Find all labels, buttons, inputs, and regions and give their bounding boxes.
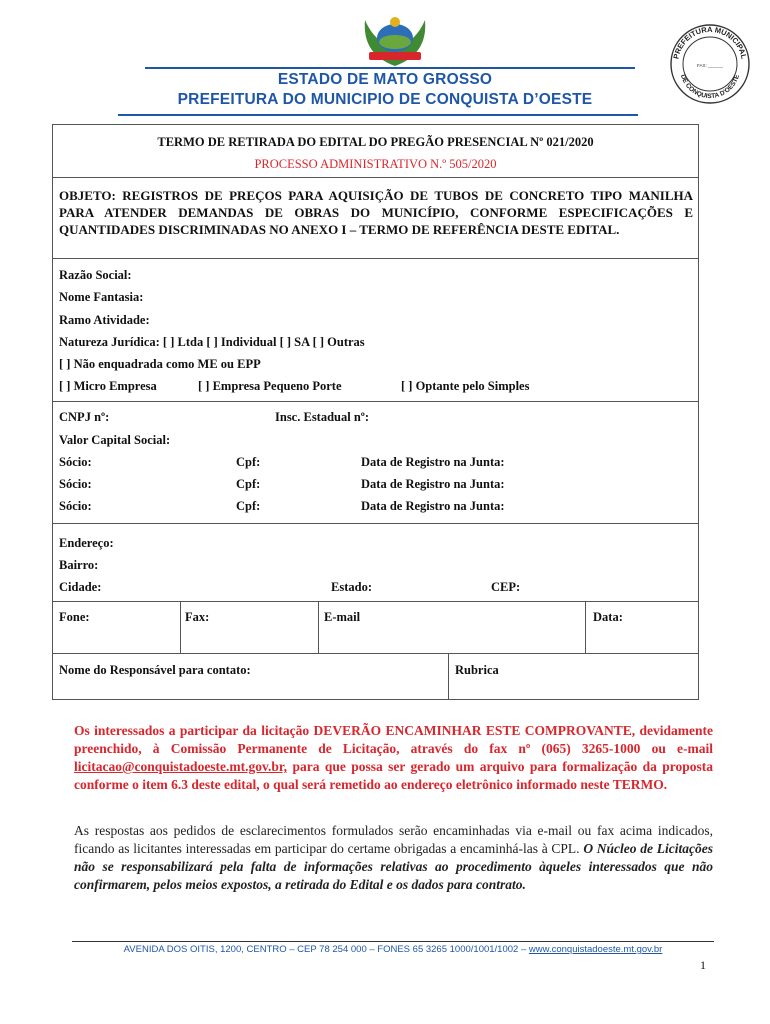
process-number: PROCESSO ADMINISTRATIVO N.º 505/2020 xyxy=(254,157,497,171)
insc-estadual-field[interactable]: Insc. Estadual nº: xyxy=(275,410,370,424)
footer-site-link[interactable]: www.conquistadoeste.mt.gov.br xyxy=(528,944,663,955)
withdrawal-form xyxy=(52,124,699,700)
razao-social-field[interactable]: Razão Social: xyxy=(59,268,132,282)
socio-field[interactable]: Sócio: xyxy=(59,477,92,491)
optante-simples-checkbox[interactable]: [ ] Optante pelo Simples xyxy=(401,379,530,393)
cep-field[interactable]: CEP: xyxy=(491,580,521,594)
header-rule-bottom xyxy=(118,114,638,116)
nao-enquadrada-checkbox[interactable]: [ ] Não enquadrada como ME ou EPP xyxy=(59,357,261,371)
svg-text:DE CONQUISTA D'OESTE: DE CONQUISTA D'OESTE xyxy=(678,73,742,101)
endereco-field[interactable]: Endereço: xyxy=(59,536,114,550)
capital-social-field[interactable]: Valor Capital Social: xyxy=(59,433,171,447)
data-field[interactable]: Data: xyxy=(593,610,623,624)
cpf-field[interactable]: Cpf: xyxy=(236,477,261,491)
pequeno-porte-checkbox[interactable]: [ ] Empresa Pequeno Porte xyxy=(198,379,342,393)
state-title: ESTADO DE MATO GROSSO xyxy=(277,71,493,88)
header-rule-top xyxy=(145,67,635,69)
socio-field[interactable]: Sócio: xyxy=(59,499,92,513)
svg-text:PREFEITURA MUNICIPAL: PREFEITURA MUNICIPAL xyxy=(671,24,749,60)
registro-junta-field[interactable]: Data de Registro na Junta: xyxy=(361,499,505,513)
fone-field[interactable]: Fone: xyxy=(59,610,90,624)
email-field[interactable]: E-mail xyxy=(324,610,361,624)
estado-field[interactable]: Estado: xyxy=(331,580,372,594)
ramo-atividade-field[interactable]: Ramo Atividade: xyxy=(59,313,150,327)
bairro-field[interactable]: Bairro: xyxy=(59,558,99,572)
socio-field[interactable]: Sócio: xyxy=(59,455,92,469)
fax-field[interactable]: Fax: xyxy=(185,610,210,624)
cpf-field[interactable]: Cpf: xyxy=(236,499,261,513)
micro-empresa-checkbox[interactable]: [ ] Micro Empresa xyxy=(59,379,157,393)
object-description: OBJETO: REGISTROS DE PREÇOS PARA AQUISIÇÃO DE TUBOS DE CONCRETO TIPO MANILHA PARA ATENDER DEMANDAS DE OBRAS DO MUNICÍPIO, CONFORME ESPECIFICAÇÕES E QUANTIDADES DISCRIMINADAS NO ANEXO I – TERMO DE REFERÊNCIA DESTE EDITAL. xyxy=(59,188,693,237)
natureza-juridica-options[interactable]: Natureza Jurídica: [ ] Ltda [ ] Individual [ ] SA [ ] Outras xyxy=(59,335,365,349)
page-number: 1 xyxy=(700,958,706,972)
responsavel-field[interactable]: Nome do Responsável para contato: xyxy=(59,663,251,677)
nome-fantasia-field[interactable]: Nome Fantasia: xyxy=(59,290,144,304)
rubrica-field[interactable]: Rubrica xyxy=(455,663,499,677)
cidade-field[interactable]: Cidade: xyxy=(59,580,102,594)
registro-junta-field[interactable]: Data de Registro na Junta: xyxy=(361,455,505,469)
footer-rule xyxy=(72,941,714,942)
form-title: TERMO DE RETIRADA DO EDITAL DO PREGÃO PRESENCIAL Nº 021/2020 xyxy=(157,135,594,149)
cnpj-field[interactable]: CNPJ nº: xyxy=(59,410,110,424)
svg-text:FAX: ______: FAX: ______ xyxy=(696,63,724,68)
notice-email-link[interactable]: licitacao@conquistadoeste.mt.gov.br, xyxy=(74,759,288,774)
footer-address: AVENIDA DOS OITIS, 1200, CENTRO – CEP 78 254 000 – FONES 65 3265 1000/1001/1002 – www.conquistadoeste.mt.gov.br xyxy=(123,944,663,955)
municipal-logo-icon xyxy=(355,8,435,70)
prefecture-title: PREFEITURA DO MUNICIPIO DE CONQUISTA D’OESTE xyxy=(177,91,593,108)
cpf-field[interactable]: Cpf: xyxy=(236,455,261,469)
clarification-paragraph: As respostas aos pedidos de esclarecimentos formulados serão encaminhadas via e-mail ou fax acima indicados, ficando as licitantes interessadas em participar do certame obrigadas a encaminhá-las à CPL. O Núcleo de Licitações não se responsabilizará pela falta de informações relativas ao procedimento àqueles interessados que não confirmarem, pelos meios expostos, a retirada do Edital e os dados para contrato. xyxy=(74,823,713,892)
notice-paragraph: Os interessados a participar da licitação DEVERÃO ENCAMINHAR ESTE COMPROVANTE, devidamente preenchido, à Comissão Permanente de Licitação, através do fax nº (065) 3265-1000 ou e-mail licitacao@conquistadoeste.mt.gov.br, para que possa ser gerado um arquivo para formalização da proposta conforme o item 6.3 deste edital, o qual será remetido ao endereço eletrônico informado neste TERMO. xyxy=(74,723,713,792)
registro-junta-field[interactable]: Data de Registro na Junta: xyxy=(361,477,505,491)
